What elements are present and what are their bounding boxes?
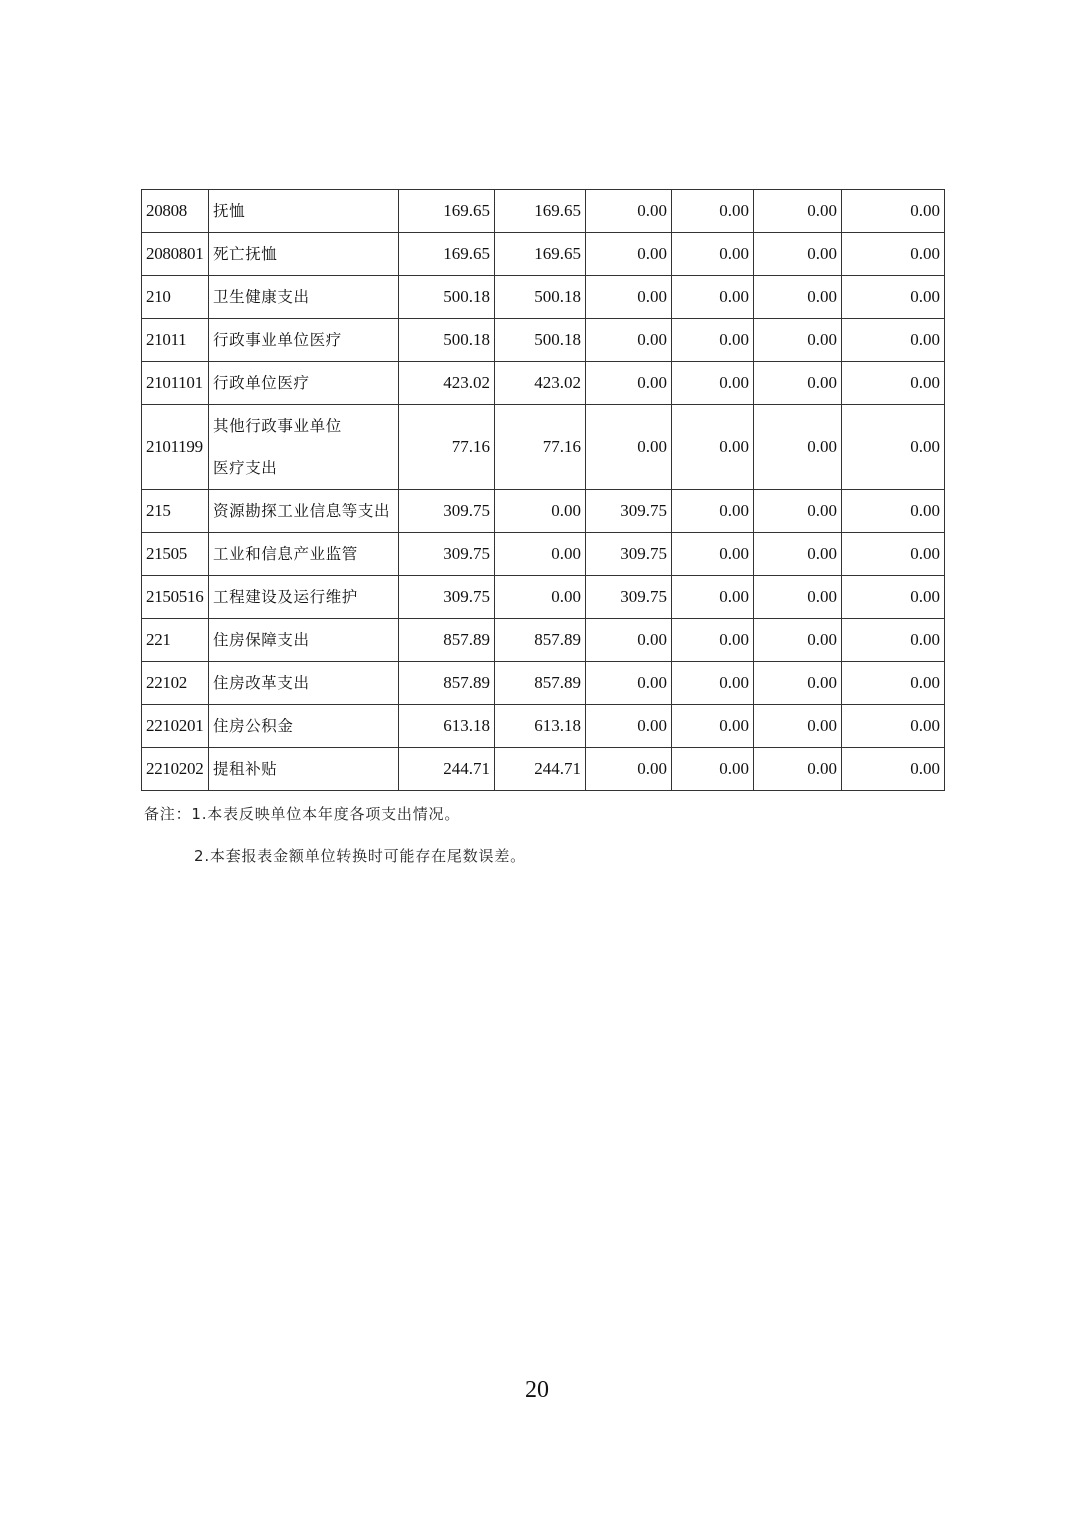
page-number: 20 <box>525 1377 549 1403</box>
amount-cell: 77.16 <box>399 405 495 490</box>
amount-cell: 0.00 <box>754 748 842 791</box>
amount-cell: 309.75 <box>399 533 495 576</box>
amount-cell: 0.00 <box>586 190 672 233</box>
subject-name-line: 资源勘探工业信息等支出 <box>213 502 391 520</box>
amount-cell: 0.00 <box>842 405 945 490</box>
amount-cell: 0.00 <box>586 405 672 490</box>
amount-cell: 0.00 <box>672 490 754 533</box>
subject-name-cell <box>209 748 399 791</box>
table-row <box>142 190 945 233</box>
amount-cell: 169.65 <box>399 190 495 233</box>
table-row <box>142 619 945 662</box>
amount-cell: 0.00 <box>586 276 672 319</box>
table-row <box>142 576 945 619</box>
amount-cell: 500.18 <box>399 319 495 362</box>
amount-cell: 0.00 <box>672 362 754 405</box>
amount-cell: 0.00 <box>842 533 945 576</box>
amount-cell: 169.65 <box>495 190 586 233</box>
note-line-2: 2.本套报表金额单位转换时可能存在尾数误差。 <box>194 847 526 865</box>
amount-cell: 0.00 <box>842 362 945 405</box>
amount-cell: 0.00 <box>754 576 842 619</box>
amount-cell: 0.00 <box>754 490 842 533</box>
amount-cell: 0.00 <box>842 190 945 233</box>
table-row <box>142 233 945 276</box>
subject-name-cell <box>209 190 399 233</box>
amount-cell: 244.71 <box>495 748 586 791</box>
amount-cell: 0.00 <box>842 619 945 662</box>
amount-cell: 0.00 <box>672 619 754 662</box>
amount-cell: 0.00 <box>586 233 672 276</box>
amount-cell: 857.89 <box>495 662 586 705</box>
amount-cell: 309.75 <box>399 490 495 533</box>
subject-name-line: 行政事业单位医疗 <box>213 331 342 349</box>
subject-name-line: 行政单位医疗 <box>213 374 310 392</box>
expenditure-table <box>141 189 945 791</box>
amount-cell: 500.18 <box>495 276 586 319</box>
amount-cell: 0.00 <box>672 276 754 319</box>
subject-name-line: 抚恤 <box>213 202 246 220</box>
subject-code-cell: 21505 <box>142 533 209 576</box>
subject-code-cell: 2101101 <box>142 362 209 405</box>
amount-cell: 0.00 <box>842 705 945 748</box>
amount-cell: 857.89 <box>399 619 495 662</box>
amount-cell: 613.18 <box>495 705 586 748</box>
subject-name-cell <box>209 362 399 405</box>
amount-cell: 500.18 <box>399 276 495 319</box>
amount-cell: 0.00 <box>495 576 586 619</box>
amount-cell: 0.00 <box>672 405 754 490</box>
amount-cell: 0.00 <box>672 319 754 362</box>
amount-cell: 0.00 <box>754 662 842 705</box>
subject-name-line: 卫生健康支出 <box>213 288 310 306</box>
subject-code-cell: 221 <box>142 619 209 662</box>
amount-cell: 0.00 <box>672 233 754 276</box>
amount-cell: 0.00 <box>672 748 754 791</box>
amount-cell: 857.89 <box>399 662 495 705</box>
amount-cell: 244.71 <box>399 748 495 791</box>
amount-cell: 77.16 <box>495 405 586 490</box>
subject-code-cell: 20808 <box>142 190 209 233</box>
amount-cell: 309.75 <box>586 490 672 533</box>
subject-name-cell <box>209 576 399 619</box>
subject-code-cell: 215 <box>142 490 209 533</box>
subject-name-line: 住房改革支出 <box>213 674 310 692</box>
subject-code-cell: 2101199 <box>142 405 209 490</box>
subject-name-line: 住房保障支出 <box>213 631 310 649</box>
amount-cell: 0.00 <box>754 190 842 233</box>
subject-name-cell <box>209 533 399 576</box>
subject-name-cell <box>209 276 399 319</box>
subject-name-cell <box>209 662 399 705</box>
amount-cell: 0.00 <box>586 662 672 705</box>
subject-name-cell <box>209 233 399 276</box>
amount-cell: 309.75 <box>399 576 495 619</box>
amount-cell: 0.00 <box>672 533 754 576</box>
amount-cell: 423.02 <box>495 362 586 405</box>
subject-name-line: 工业和信息产业监管 <box>213 545 358 563</box>
amount-cell: 0.00 <box>754 405 842 490</box>
amount-cell: 309.75 <box>586 576 672 619</box>
amount-cell: 0.00 <box>842 276 945 319</box>
amount-cell: 0.00 <box>586 319 672 362</box>
table-row <box>142 705 945 748</box>
table-row <box>142 533 945 576</box>
subject-name-line: 死亡抚恤 <box>213 245 278 263</box>
amount-cell: 0.00 <box>754 705 842 748</box>
amount-cell: 309.75 <box>586 533 672 576</box>
amount-cell: 0.00 <box>754 276 842 319</box>
subject-name-line: 其他行政事业单位 <box>213 417 342 435</box>
amount-cell: 169.65 <box>495 233 586 276</box>
amount-cell: 0.00 <box>842 662 945 705</box>
table-row <box>142 405 945 490</box>
amount-cell: 0.00 <box>754 233 842 276</box>
table-row <box>142 276 945 319</box>
amount-cell: 500.18 <box>495 319 586 362</box>
amount-cell: 0.00 <box>586 619 672 662</box>
amount-cell: 0.00 <box>586 362 672 405</box>
subject-name-line: 工程建设及运行维护 <box>213 588 358 606</box>
subject-code-cell: 2210202 <box>142 748 209 791</box>
amount-cell: 0.00 <box>672 576 754 619</box>
table-row <box>142 490 945 533</box>
note-line-1: 备注：1.本表反映单位本年度各项支出情况。 <box>144 805 461 823</box>
notes <box>144 800 526 884</box>
subject-name-cell <box>209 705 399 748</box>
subject-code-cell: 2210201 <box>142 705 209 748</box>
amount-cell: 0.00 <box>586 748 672 791</box>
subject-name-cell <box>209 319 399 362</box>
amount-cell: 0.00 <box>842 576 945 619</box>
amount-cell: 0.00 <box>754 619 842 662</box>
subject-code-cell: 21011 <box>142 319 209 362</box>
amount-cell: 169.65 <box>399 233 495 276</box>
amount-cell: 0.00 <box>672 662 754 705</box>
amount-cell: 0.00 <box>754 533 842 576</box>
table-row <box>142 748 945 791</box>
table-row <box>142 362 945 405</box>
amount-cell: 0.00 <box>754 362 842 405</box>
amount-cell: 0.00 <box>672 190 754 233</box>
subject-code-cell: 2080801 <box>142 233 209 276</box>
subject-name-line: 提租补贴 <box>213 760 278 778</box>
amount-cell: 0.00 <box>842 490 945 533</box>
table-row <box>142 319 945 362</box>
amount-cell: 423.02 <box>399 362 495 405</box>
amount-cell: 0.00 <box>672 705 754 748</box>
subject-name-cell <box>209 405 399 490</box>
amount-cell: 0.00 <box>495 490 586 533</box>
amount-cell: 857.89 <box>495 619 586 662</box>
amount-cell: 0.00 <box>495 533 586 576</box>
subject-code-cell: 210 <box>142 276 209 319</box>
subject-name-line: 医疗支出 <box>213 459 278 477</box>
amount-cell: 0.00 <box>842 748 945 791</box>
table-row <box>142 662 945 705</box>
amount-cell: 0.00 <box>842 233 945 276</box>
subject-name-cell <box>209 619 399 662</box>
amount-cell: 0.00 <box>842 319 945 362</box>
amount-cell: 0.00 <box>586 705 672 748</box>
subject-name-line: 住房公积金 <box>213 717 294 735</box>
subject-name-cell <box>209 490 399 533</box>
amount-cell: 613.18 <box>399 705 495 748</box>
subject-code-cell: 22102 <box>142 662 209 705</box>
table-body <box>142 190 945 791</box>
subject-code-cell: 2150516 <box>142 576 209 619</box>
amount-cell: 0.00 <box>754 319 842 362</box>
